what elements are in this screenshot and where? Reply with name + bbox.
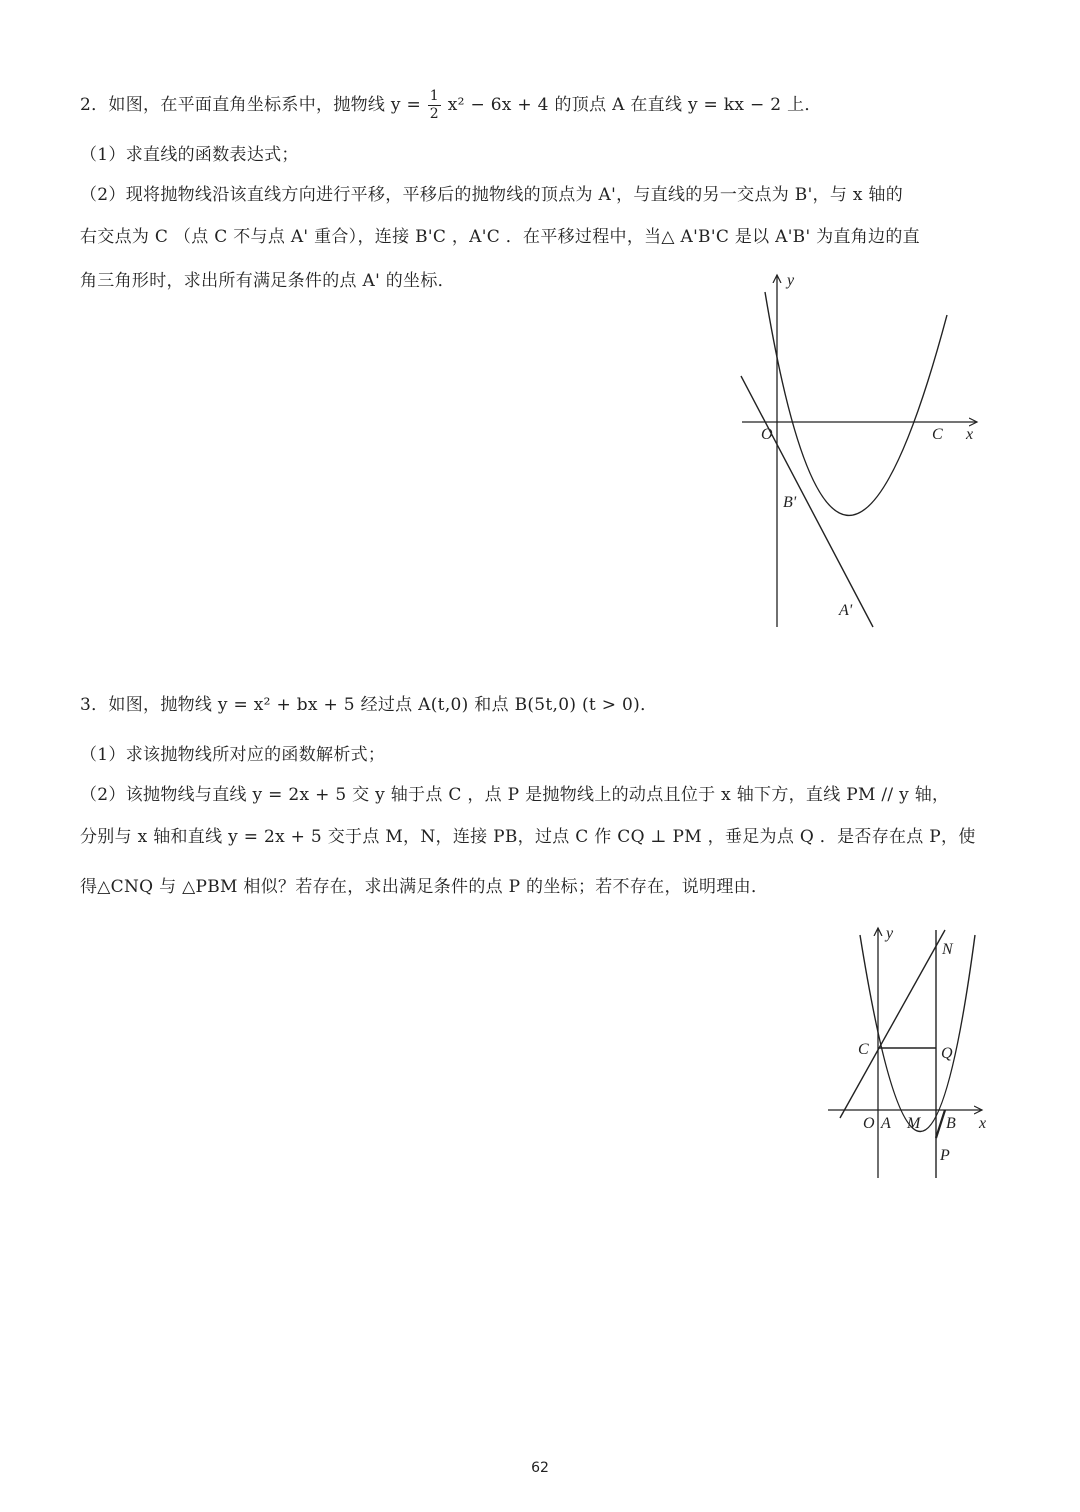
problem2-stem-b: x² − 6x + 4 的顶点 A 在直线 y = kx − 2 上．	[447, 95, 822, 115]
problem3-o-label: O	[863, 1115, 875, 1132]
problem3-n-label: N	[942, 941, 953, 958]
problem3-part1: （1）求该抛物线所对应的函数解析式；	[80, 745, 386, 765]
problem2-x-label: x	[966, 426, 974, 443]
problem3-part2-line3: 得△CNQ 与 △PBM 相似？若存在，求出满足条件的点 P 的坐标；若不存在，说明理由．	[80, 877, 769, 897]
problem3-part2-line1: （2）该抛物线与直线 y = 2x + 5 交 y 轴于点 C ，点 P 是抛物线上的动点且位于 x 轴下方，直线 PM // y 轴，	[80, 785, 950, 805]
problem3-line-y2x5	[840, 930, 945, 1118]
problem2-stem	[80, 88, 822, 123]
problem2-figure	[730, 265, 990, 635]
problem2-b-label: B'	[783, 494, 797, 511]
problem2-part2-line3: 角三角形时，求出所有满足条件的点 A' 的坐标．	[80, 271, 455, 291]
problem3-a-label: A	[881, 1115, 891, 1132]
problem2-a-label: A'	[839, 602, 853, 619]
problem3-figure	[820, 920, 1000, 1185]
problem2-part2-line1: （2）现将抛物线沿该直线方向进行平移，平移后的抛物线的顶点为 A'，与直线的另一交点为 B'，与 x 轴的	[80, 185, 904, 205]
problem2-c-label: C	[932, 426, 943, 443]
problem3-q-label: Q	[941, 1045, 953, 1062]
problem2-part1: （1）求直线的函数表达式；	[80, 145, 299, 165]
fraction-denominator: 2	[429, 106, 440, 122]
page-number: 62	[531, 1460, 549, 1476]
problem2-y-label: y	[787, 272, 795, 289]
problem3-parabola	[860, 935, 975, 1132]
problem2-parabola	[765, 292, 947, 515]
problem3-m-label: M	[907, 1115, 921, 1132]
fraction-one-half	[428, 88, 441, 123]
problem2-origin-label: O	[761, 426, 773, 443]
problem2-part2-line2: 右交点为 C （点 C 不与点 A' 重合），连接 B'C ，A'C ．在平移过程中，当△ A'B'C 是以 A'B' 为直角边的直	[80, 227, 920, 247]
problem3-b-label: B	[946, 1115, 956, 1132]
problem3-c-label: C	[858, 1041, 869, 1058]
problem2-stem-a: 2．如图，在平面直角坐标系中，抛物线 y =	[80, 95, 422, 115]
problem3-y-label: y	[886, 925, 894, 942]
fraction-numerator: 1	[429, 88, 440, 104]
problem2-line	[741, 376, 873, 627]
problem3-part2-line2: 分别与 x 轴和直线 y = 2x + 5 交于点 M，N，连接 PB，过点 C 作 CQ ⊥ PM ，垂足为点 Q ．是否存在点 P，使	[80, 827, 976, 847]
problem3-p-label: P	[940, 1147, 950, 1164]
problem3-x-label: x	[979, 1115, 987, 1132]
problem3-stem: 3．如图，抛物线 y = x² + bx + 5 经过点 A(t,0) 和点 B(5t,0) (t > 0)．	[80, 695, 658, 715]
